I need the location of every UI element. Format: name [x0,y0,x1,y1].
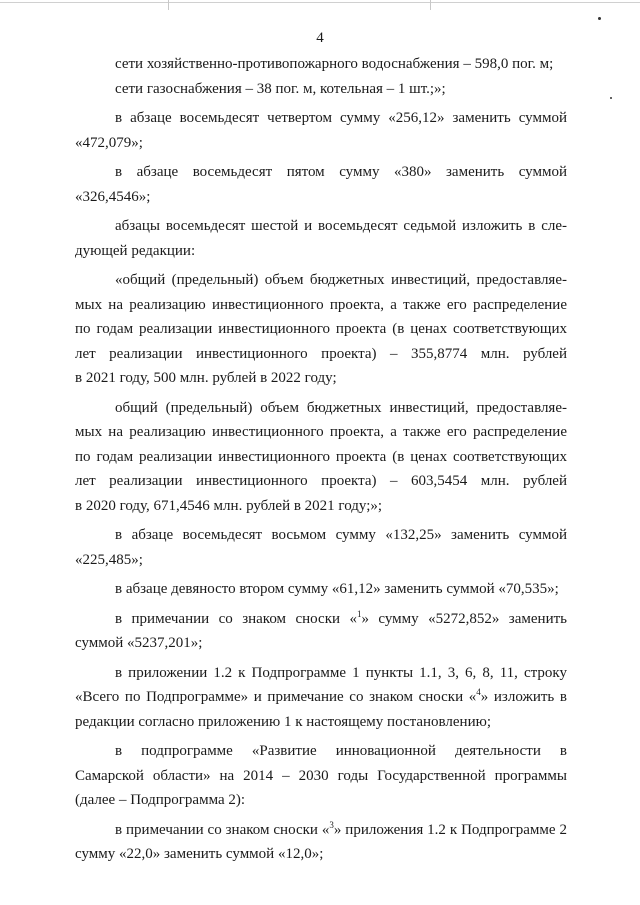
paragraph [75,577,567,602]
text-line: в абзаце девяносто втором сумму «61,12» заменить суммой «70,535»; [115,581,559,597]
text-line: в абзаце восемьдесят восьмом сумму «132,25» заменить суммой [115,527,567,543]
text-line [75,818,567,843]
page-number: 4 [316,30,324,46]
text-line: в приложении 1.2 к Подпрограмме 1 пункты 1.1, 3, 6, 8, 11, строку [115,664,567,681]
text-segment: «Всего по Подпрограмме» и примечание со знаком сноски « [75,689,477,705]
footnote-marker: 1 [356,608,362,619]
document-body [75,52,567,867]
text-line: «472,079»; [75,134,143,151]
text-line: абзацы восемьдесят шестой и восемьдесят седьмой изложить в сле- [115,218,567,234]
paragraph [75,818,567,867]
text-line: общий (предельный) объем бюджетных инвестиций, предоставляе- [115,399,567,416]
text-line: лет реализации инвестиционного проекта) – 355,8774 млн. рублей [75,345,567,362]
text-line [75,607,567,632]
text-segment: » приложения 1.2 к Подпрограмме 2 [333,821,568,838]
text-segment: в примечании со знаком сноски « [115,821,330,838]
text-line: мых на реализацию инвестиционного проекта, а также его распределение [75,424,567,440]
text-segment: » изложить в [480,689,567,705]
paragraph [75,739,567,813]
text-line: в подпрограмме «Развитие инновационной деятельности в [115,743,567,759]
paragraph [75,52,567,101]
text-line: (далее – Подпрограмма 2): [75,792,246,808]
paragraph [75,523,567,572]
text-line: «225,485»; [75,551,143,568]
page-top-edge [0,2,640,3]
text-line: в 2020 году, 671,4546 млн. рублей в 2021 году;»; [75,497,383,514]
page-top-tick [430,0,431,10]
footnote-marker: 3 [329,819,334,830]
text-line: лет реализации инвестиционного проекта) – 603,5454 млн. рублей [75,473,567,489]
scan-speck [610,97,612,99]
paragraph [75,661,567,735]
paragraph [75,268,567,391]
text-line: в абзаце восемьдесят четвертом сумму «256,12» заменить суммой [115,110,567,126]
text-segment: в примечании со знаком сноски « [115,610,357,627]
text-line: по годам реализации инвестиционного проекта (в ценах соответствующих [75,448,567,465]
paragraph [75,214,567,263]
text-line: суммой «5237,201»; [75,635,203,651]
paragraph [75,607,567,656]
text-line: по годам реализации инвестиционного проекта (в ценах соответствующих [75,321,567,337]
text-line: в абзаце восемьдесят пятом сумму «380» заменить суммой [115,164,567,180]
text-segment: » сумму «5272,852» заменить [361,610,567,627]
text-line: сети газоснабжения – 38 пог. м, котельная – 1 шт.;»; [115,80,446,97]
text-line [75,685,567,710]
text-line: сумму «22,0» заменить суммой «12,0»; [75,846,324,862]
footnote-marker: 4 [476,687,481,697]
text-line: дующей редакции: [75,242,196,259]
text-line: мых на реализацию инвестиционного проекта, а также его распределение [75,296,567,313]
text-line: «общий (предельный) объем бюджетных инвестиций, предоставляе- [115,272,567,288]
paragraph [75,160,567,209]
text-line: Самарской области» на 2014 – 2030 годы Государственной программы [75,767,567,784]
text-line: редакции согласно приложению 1 к настоящему постановлению; [75,713,491,730]
paragraph [75,396,567,519]
page-top-tick [168,0,169,10]
paragraph [75,106,567,155]
text-line: сети хозяйственно-противопожарного водоснабжения – 598,0 пог. м; [115,56,554,72]
text-line: в 2021 году, 500 млн. рублей в 2022 году; [75,370,337,386]
scan-speck [598,17,601,20]
text-line: «326,4546»; [75,188,151,205]
